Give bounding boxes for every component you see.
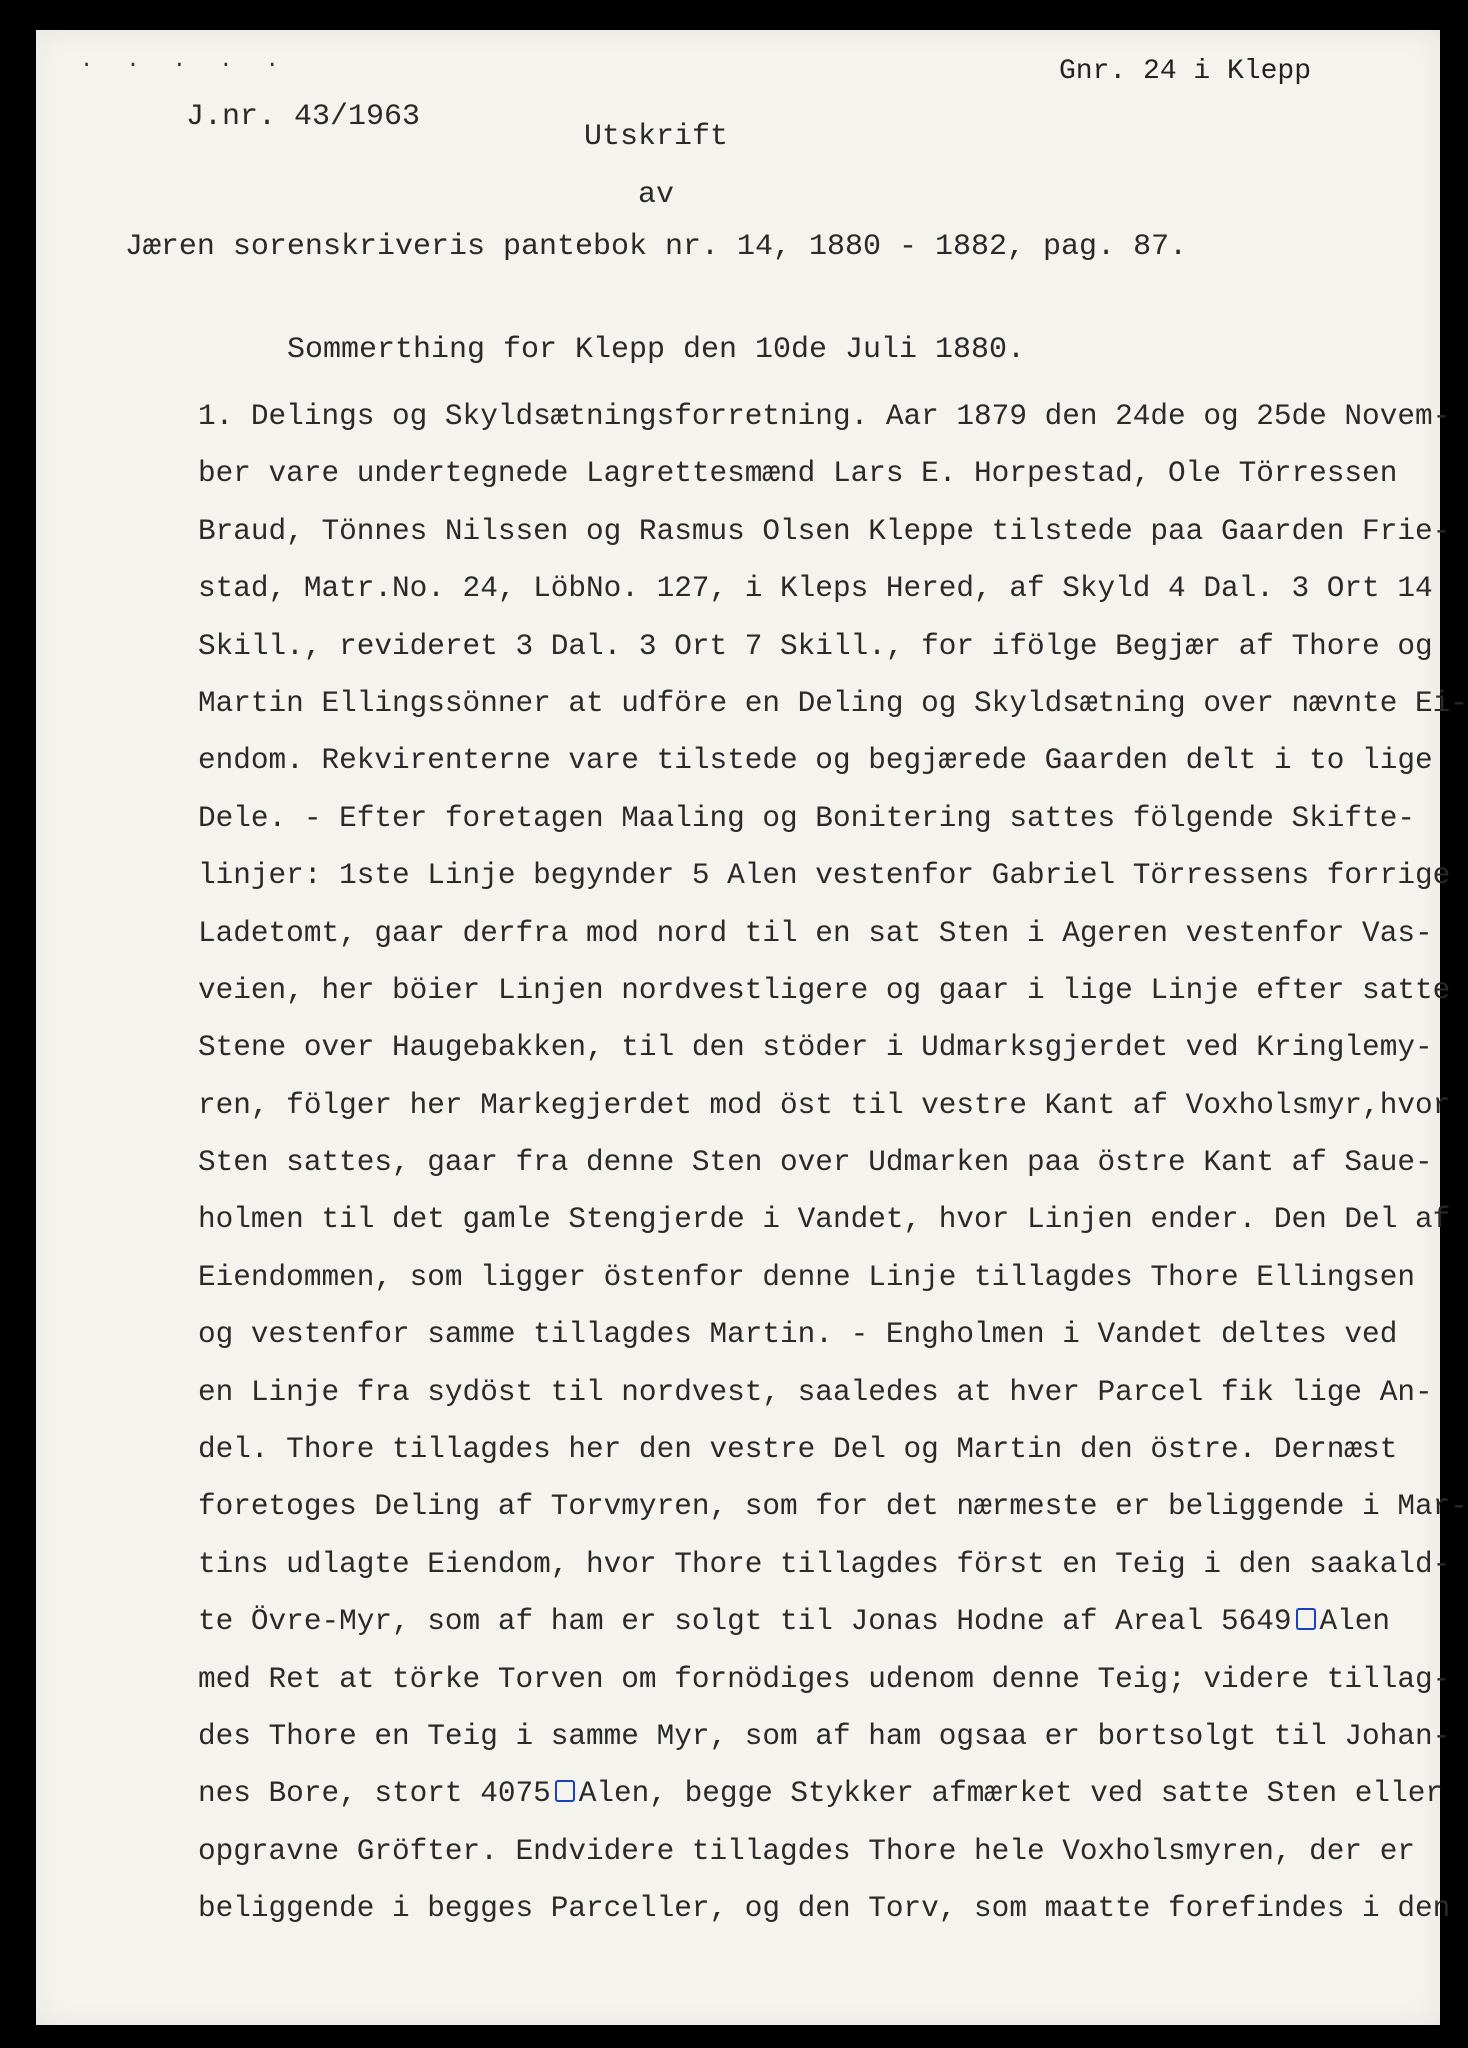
- text-line: Skill., revideret 3 Dal. 3 Ort 7 Skill., for ifölge Begjær af Thore og: [198, 629, 1433, 663]
- text-line: tins udlagte Eiendom, hvor Thore tillagdes först en Teig i den saakald-: [198, 1547, 1451, 1581]
- corner-marks: . . . . .: [80, 48, 289, 73]
- text-line: des Thore en Teig i samme Myr, som af ham ogsaa er bortsolgt til Johan-: [198, 1719, 1451, 1753]
- text-line: en Linje fra sydöst til nordvest, saaledes at hver Parcel fik lige An-: [198, 1375, 1433, 1409]
- text-line: linjer: 1ste Linje begynder 5 Alen vestenfor Gabriel Törressens forrige: [198, 859, 1451, 893]
- title-utskrift: Utskrift: [583, 120, 729, 154]
- text-segment: Alen, begge Stykker afmærket ved satte Sten eller: [578, 1777, 1443, 1811]
- text-segment: te Övre-Myr, som af ham er solgt til Jonas Hodne af Areal 5649: [198, 1605, 1292, 1639]
- gnr-reference: Gnr. 24 i Klepp: [1059, 56, 1312, 87]
- square-unit-icon: [1296, 1608, 1316, 1630]
- text-line: veien, her böier Linjen nordvestligere og gaar i lige Linje efter satte: [198, 973, 1451, 1007]
- title-av: av: [637, 178, 674, 212]
- text-line: ren, fölger her Markegjerdet mod öst til vestre Kant af Voxholsmyr,hvor: [198, 1088, 1451, 1122]
- text-line: 1. Delings og Skyldsætningsforretning. Aar 1879 den 24de og 25de Novem-: [198, 400, 1451, 433]
- text-line: Stene over Haugebakken, til den stöder i Udmarksgjerdet ved Kringlemy-: [198, 1031, 1433, 1065]
- body-text: [198, 388, 1468, 1938]
- text-line: Braud, Tönnes Nilssen og Rasmus Olsen Kleppe tilstede paa Gaarden Frie-: [198, 514, 1451, 548]
- title-source: Jæren sorenskriveris pantebok nr. 14, 1880 - 1882, pag. 87.: [124, 230, 1188, 264]
- text-line: beliggende i begges Parceller, og den Torv, som maatte forefindes i den: [198, 1892, 1451, 1926]
- text-line: opgravne Gröfter. Endvidere tillagdes Thore hele Voxholsmyren, der er: [198, 1834, 1415, 1868]
- text-line: ber vare undertegnede Lagrettesmænd Lars E. Horpestad, Ole Törressen: [198, 457, 1398, 491]
- text-line: Ladetomt, gaar derfra mod nord til en sat Sten i Ageren vestenfor Vas-: [198, 916, 1433, 950]
- square-unit-icon: [555, 1780, 575, 1802]
- text-line: Sten sattes, gaar fra denne Sten over Udmarken paa östre Kant af Saue-: [198, 1146, 1433, 1180]
- text-line: Eiendommen, som ligger östenfor denne Linje tillagdes Thore Ellingsen: [198, 1260, 1415, 1294]
- text-line: endom. Rekvirenterne vare tilstede og begjærede Gaarden delt i to lige: [198, 744, 1433, 778]
- text-segment: Alen: [1319, 1605, 1391, 1639]
- text-line: og vestenfor samme tillagdes Martin. - Engholmen i Vandet deltes ved: [198, 1318, 1398, 1352]
- text-line: [198, 1593, 1391, 1650]
- text-line: stad, Matr.No. 24, LöbNo. 127, i Kleps Hered, af Skyld 4 Dal. 3 Ort 14: [198, 572, 1433, 606]
- meeting-heading: Sommerthing for Klepp den 10de Juli 1880.: [286, 333, 1026, 367]
- text-line: foretoges Deling af Torvmyren, som for det nærmeste er beliggende i Mar-: [198, 1490, 1468, 1524]
- text-line: holmen til det gamle Stengjerde i Vandet, hvor Linjen ender. Den Del af: [198, 1203, 1451, 1237]
- text-line: med Ret at törke Torven om fornödiges udenom denne Teig; videre tillag-: [198, 1662, 1451, 1696]
- journal-number: J.nr. 43/1963: [186, 100, 421, 134]
- document-page: [36, 30, 1468, 2025]
- text-line: Martin Ellingssönner at udföre en Deling og Skyldsætning over nævnte Ei-: [198, 686, 1468, 720]
- text-segment: nes Bore, stort 4075: [198, 1777, 551, 1811]
- text-line: Dele. - Efter foretagen Maaling og Bonitering sattes fölgende Skifte-: [198, 801, 1415, 835]
- text-line: del. Thore tillagdes her den vestre Del og Martin den östre. Dernæst: [198, 1433, 1398, 1467]
- text-line: [198, 1765, 1443, 1822]
